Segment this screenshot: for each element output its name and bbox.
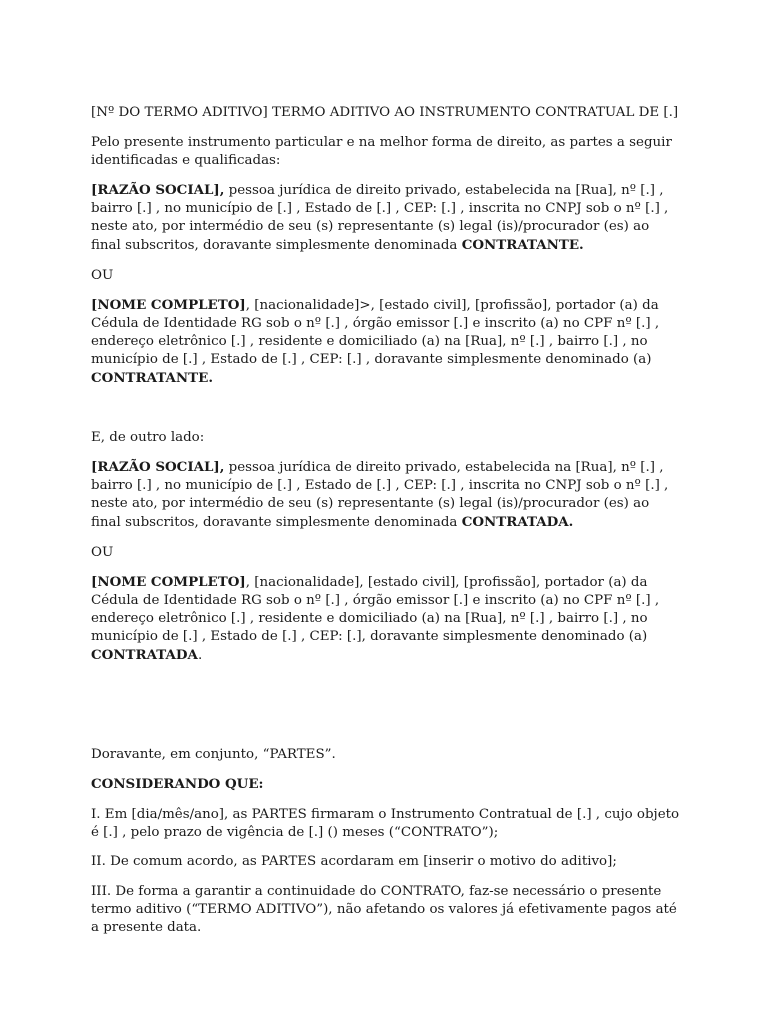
contratante-pf-body: , [nacionalidade]>, [estado civil], [profissão], portador (a) da Cédula de Identidade RG sob o nº [.] , órgão emissor [.] e inscrito (a) no CPF nº [.] , endereço eletrônico [.] , residente e domiciliado (a) na [Rua], nº [.] , bairro [.] , no município de [.] , Estado de [.] , CEP: [.] , doravante simplesmente denominado (a) [91, 298, 660, 367]
spacer [91, 400, 682, 429]
partes-line: Doravante, em conjunto, “PARTES”. [91, 746, 336, 762]
contratante-pf-lead: [NOME COMPLETO] [91, 297, 246, 313]
considerando-heading-text: CONSIDERANDO QUE: [91, 776, 264, 792]
contratante-pf-role: CONTRATANTE. [91, 370, 214, 386]
outro-lado-line: E, de outro lado: [91, 429, 205, 445]
clause-1: I. Em [dia/mês/ano], as PARTES firmaram o Instrumento Contratual de [.] , cujo objeto é [.] , pelo prazo de vigência de [.] () meses (“CONTRATO”); [91, 806, 680, 840]
contratante-pf-paragraph [91, 296, 682, 388]
clause-3: III. De forma a garantir a continuidade do CONTRATO, faz-se necessário o presente termo aditivo (“TERMO ADITIVO”), não afetando os valores já efetivamente pagos até a presente data. [91, 883, 677, 935]
ou-separator-2: OU [91, 544, 114, 560]
contratada-pf-paragraph [91, 573, 682, 665]
contratada-pj-body: pessoa jurídica de direito privado, estabelecida na [Rua], nº [.] , bairro [.] , no município de [.] , Estado de [.] , CEP: [.] , inscrita no CNPJ sob o nº [.] , neste ato, por intermédio de seu (s) representante (s) legal (is)/procurador (es) ao final subscritos, doravante simplesmente denominada [91, 460, 669, 530]
document-title: [Nº DO TERMO ADITIVO] TERMO ADITIVO AO INSTRUMENTO CONTRATUAL DE [.] [91, 105, 679, 120]
contratante-pj-role: CONTRATANTE. [461, 237, 584, 253]
ou-separator-1: OU [91, 267, 114, 283]
contratante-pj-body: pessoa jurídica de direito privado, estabelecida na [Rua], nº [.] , bairro [.] , no município de [.] , Estado de [.] , CEP: [.] , inscrita no CNPJ sob o nº [.] , neste ato, por intermédio de seu (s) representante (s) legal (is)/procurador (es) ao final subscritos, doravante simplesmente denominada [91, 183, 669, 253]
contratada-pj-lead: [RAZÃO SOCIAL], [91, 459, 225, 475]
contratada-pf-body: , [nacionalidade], [estado civil], [profissão], portador (a) da Cédula de Identidade RG sob o nº [.] , órgão emissor [.] e inscrito (a) no CPF nº [.] , endereço eletrônico [.] , residente e domiciliado (a) na [Rua], nº [.] , bairro [.] , no município de [.] , Estado de [.] , CEP: [.], doravante simplesmente denominado (a) [91, 575, 660, 644]
contratante-pj-lead: [RAZÃO SOCIAL], [91, 182, 225, 198]
spacer [91, 677, 682, 746]
contratada-pj-paragraph [91, 458, 682, 532]
considerando-heading [91, 775, 682, 794]
contratada-pf-role: CONTRATADA [91, 647, 198, 663]
contratada-pf-lead: [NOME COMPLETO] [91, 574, 246, 590]
clause-2: II. De comum acordo, as PARTES acordaram em [inserir o motivo do aditivo]; [91, 854, 617, 869]
intro-paragraph: Pelo presente instrumento particular e na melhor forma de direito, as partes a seguir identificadas e qualificadas: [91, 134, 672, 168]
contratada-pj-role: CONTRATADA. [461, 514, 574, 530]
contratada-pf-tail: . [197, 648, 203, 663]
contratante-pj-paragraph [91, 181, 682, 255]
